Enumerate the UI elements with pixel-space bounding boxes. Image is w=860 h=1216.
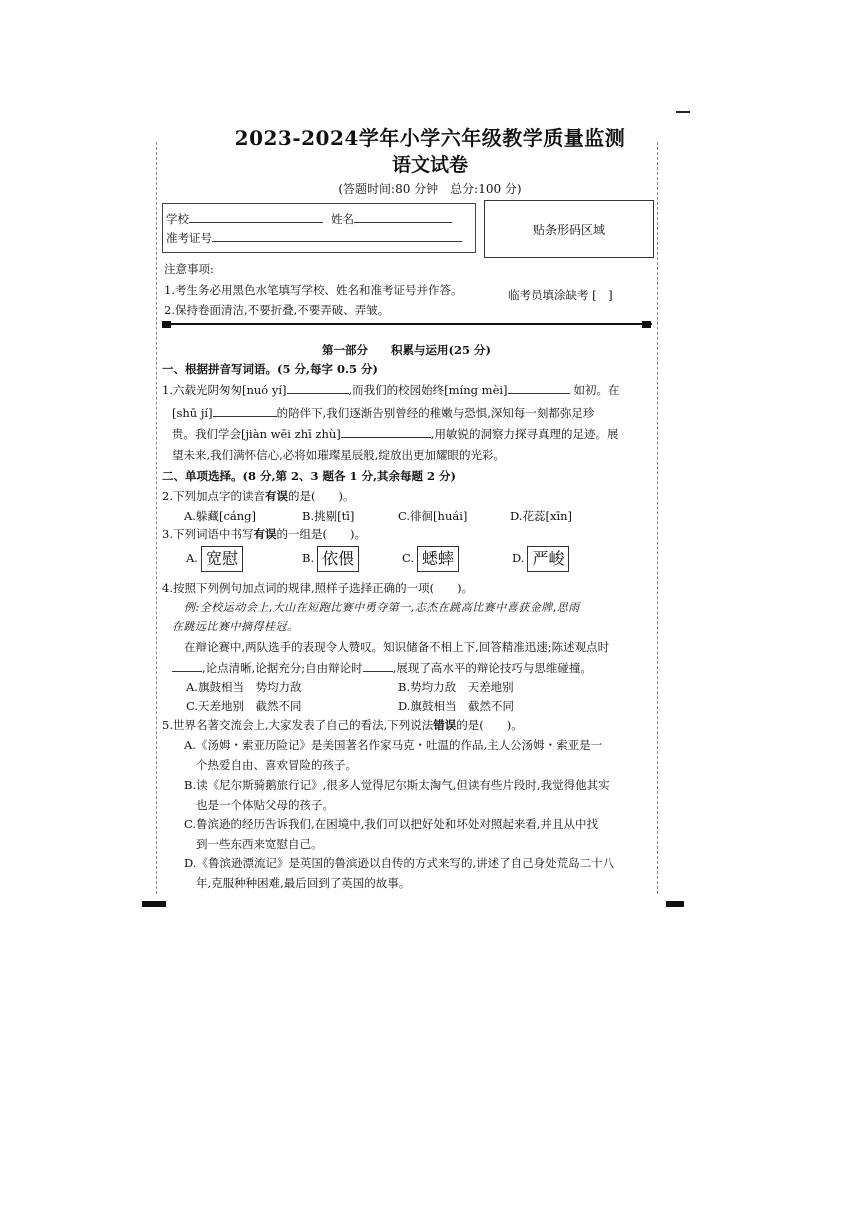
name-label: 姓名 [331,212,354,226]
q4-option-b[interactable]: B.势均力敌 天差地别 [398,680,514,694]
q5-option-a-line-1[interactable]: A.《汤姆・索亚历险记》是美国著名作家马克・吐温的作品,主人公汤姆・索亚是一 [184,738,603,752]
q5-stem: 5.世界名著交流会上,大家发表了自己的看法,下列说法错误的是( )。 [162,718,523,732]
q2-option-a[interactable]: A.躲藏[cáng] [184,509,256,523]
note-item-1: 1.考生务必用黑色水笔填写学校、姓名和准考证号并作答。 [164,283,463,297]
q4-example-line-1: 例:全校运动会上,大山在短跑比赛中勇夺第一,志杰在跳高比赛中喜获金牌,思雨 [184,601,580,614]
answer-blank[interactable] [172,660,202,672]
exam-id-label: 准考证号 [166,231,212,245]
q4-option-d[interactable]: D.旗鼓相当 截然不同 [398,699,514,713]
q3-stem: 3.下列词语中书写有误的一组是( )。 [162,527,366,541]
exam-title: 2023-2024学年小学六年级教学质量监测 [234,126,626,150]
q2-option-b[interactable]: B.挑剔[tī] [302,509,355,523]
exam-subtitle: 语文试卷 [391,154,468,176]
q4-example-line-2: 在跳远比赛中摘得桂冠。 [172,620,299,633]
q5-option-b-line-2: 也是一个体贴父母的孩子。 [196,798,334,812]
q2-stem: 2.下列加点字的读音有误的是( )。 [162,489,355,503]
absent-field[interactable] [508,287,613,303]
q5-option-b-line-1[interactable]: B.读《尼尔斯骑鹅旅行记》,很多人觉得尼尔斯太淘气,但读有些片段时,我觉得他其实 [184,778,610,792]
q5-option-c-line-1[interactable]: C.鲁滨逊的经历告诉我们,在困境中,我们可以把好处和坏处对照起来看,并且从中找 [184,817,599,831]
notes-heading: 注意事项: [164,262,214,276]
q4-passage-line-1: 在辩论赛中,两队选手的表现令人赞叹。知识储备不相上下,回答精准迅速;陈述观点时 [184,640,610,654]
note-item-2: 2.保持卷面清洁,不要折叠,不要弄破、弄皱。 [164,303,390,317]
answer-blank[interactable] [363,660,393,672]
q2-heading: 二、单项选择。(8 分,第 2、3 题各 1 分,其余每题 2 分) [162,469,456,483]
barcode-label: 贴条形码区域 [532,222,605,237]
section-divider [164,323,652,325]
time-info: (答题时间:80 分钟 总分:100 分) [338,182,522,196]
exam-id-field[interactable] [166,230,462,246]
absent-checkbox[interactable]: [ ] [592,288,613,302]
corner-mark [676,111,690,113]
barcode-area [484,200,654,258]
q1-line-2: [shū jí] 的陪伴下,我们逐渐告别曾经的稚嫩与恐惧,深知每一刻都弥足珍 [172,406,595,420]
bottom-right-mark [666,901,684,907]
absent-label: 临考员填涂缺考 [508,288,589,302]
q3-option-a[interactable]: A. 宽慰 [186,546,243,572]
q3-option-b[interactable]: B. 依偎 [302,546,359,572]
q5-option-a-line-2: 个热爱自由、喜欢冒险的孩子。 [196,758,357,772]
bottom-left-mark [142,901,166,907]
q1-line-3: 贵。我们学会[jiàn wēi zhī zhù] ,用敏锐的洞察力探寻真理的足迹。展 [172,427,619,441]
q5-option-d-line-2: 年,克服种种困难,最后回到了英国的故事。 [196,876,411,890]
q5-option-d-line-1[interactable]: D.《鲁滨逊漂流记》是英国的鲁滨逊以自传的方式来写的,讲述了自己身处荒岛二十八 [184,856,615,870]
answer-blank[interactable] [213,405,277,417]
q1-line-4: 望未来,我们满怀信心,必将如璀璨星辰般,绽放出更加耀眼的光彩。 [172,448,505,462]
q2-option-d[interactable]: D.花蕊[xīn] [510,509,573,523]
q4-option-c[interactable]: C.天差地别 截然不同 [186,699,302,713]
name-field[interactable] [331,211,452,227]
answer-blank[interactable] [287,382,349,394]
q4-option-a[interactable]: A.旗鼓相当 势均力敌 [186,680,302,694]
q1-line-1: 1.六载光阴匆匆[nuó yí] ,而我们的校园始终[míng mèi] 如初。在 [162,383,620,397]
q4-passage-line-2: ,论点清晰,论据充分;自由辩论时 ,展现了高水平的辩论技巧与思维碰撞。 [172,660,592,676]
school-label: 学校 [166,212,189,226]
q3-option-c[interactable]: C. 蟋蟀 [402,546,459,572]
q1-heading: 一、根据拼音写词语。(5 分,每字 0.5 分) [162,362,378,376]
school-field[interactable] [166,211,323,227]
part1-title: 第一部分 积累与运用(25 分) [322,343,491,357]
answer-blank[interactable] [341,426,431,438]
rule-right-mark [642,321,651,328]
q5-option-c-line-2: 到一些东西来宽慰自己。 [196,837,323,851]
answer-blank[interactable] [508,382,570,394]
q4-stem: 4.按照下列例句加点词的规律,照样子选择正确的一项( )。 [162,581,474,595]
q2-option-c[interactable]: C.徘徊[huái] [398,509,468,523]
q3-option-d[interactable]: D. 严峻 [512,546,569,572]
